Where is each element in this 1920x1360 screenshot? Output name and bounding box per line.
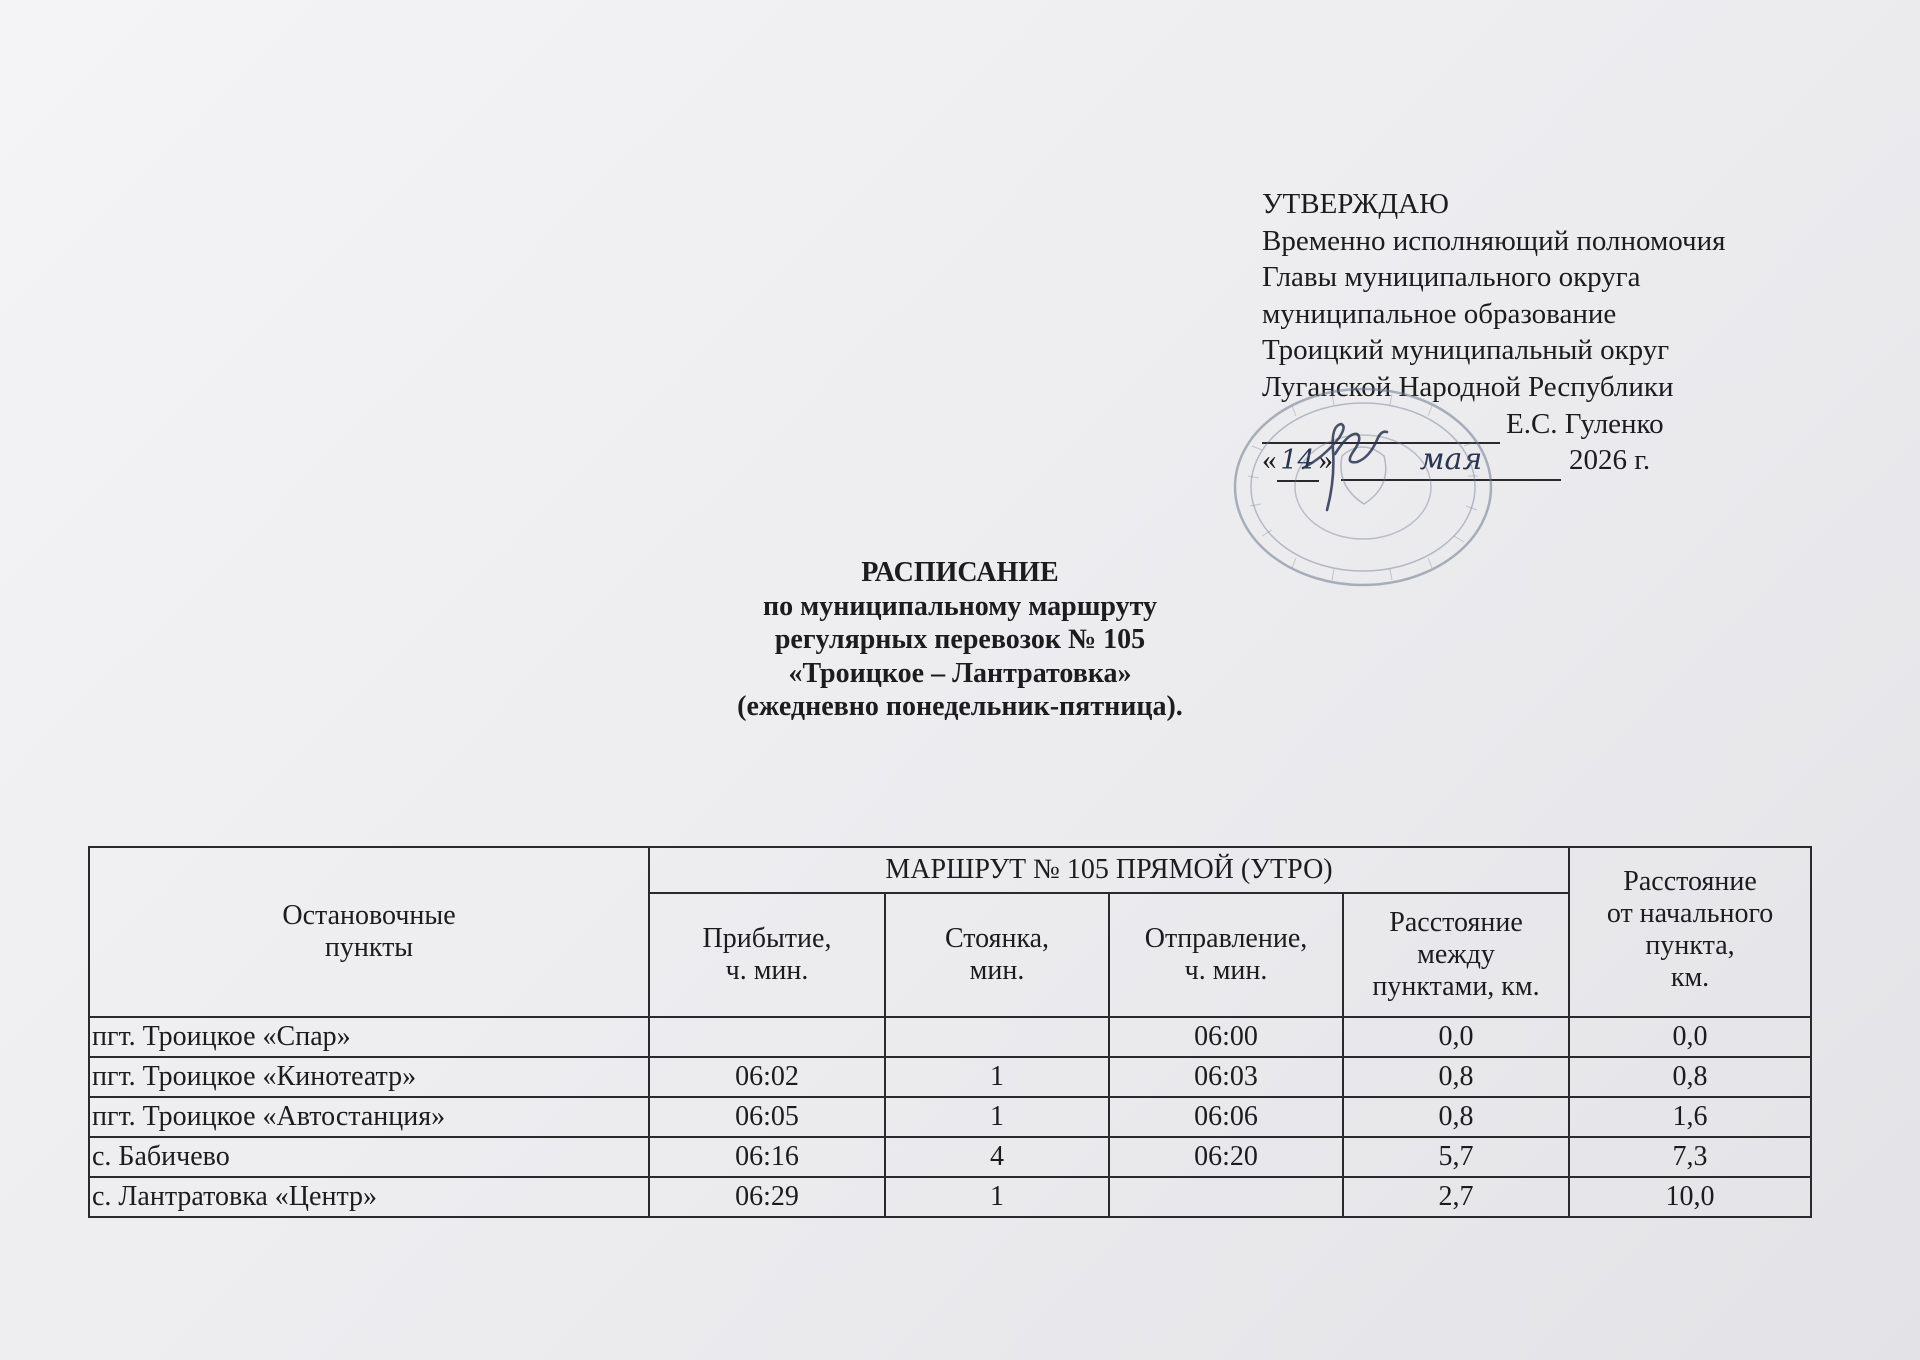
departure-time: [1109, 1177, 1343, 1217]
distance-total: 0,0: [1569, 1017, 1811, 1057]
header-text: ч. мин.: [1184, 955, 1268, 986]
stop-name: пгт. Троицкое «Кинотеатр»: [89, 1057, 649, 1097]
table-row: [89, 1097, 1811, 1137]
table-row: [89, 1137, 1811, 1177]
stay-minutes: 1: [885, 1177, 1109, 1217]
schedule-table: [88, 846, 1812, 1218]
header-text: пунктами, км.: [1372, 971, 1540, 1002]
header-text: Расстояние: [1623, 866, 1757, 897]
column-header-departure: [1109, 893, 1343, 1017]
header-text: Отправление,: [1144, 923, 1308, 954]
distance-total: 0,8: [1569, 1057, 1811, 1097]
date-close-quote: »: [1318, 444, 1333, 477]
distance-between: 2,7: [1343, 1177, 1569, 1217]
arrival-time: 06:02: [649, 1057, 885, 1097]
approval-block: [1262, 186, 1726, 479]
distance-between: 0,8: [1343, 1097, 1569, 1137]
column-header-stops: [89, 847, 649, 1017]
approval-line: Троицкий муниципальный округ: [1262, 334, 1670, 367]
header-text: ч. мин.: [725, 955, 809, 986]
stay-minutes: 4: [885, 1137, 1109, 1177]
approval-line: муниципальное образование: [1262, 297, 1617, 330]
header-text: Стоянка,: [944, 923, 1050, 954]
header-text: от начального: [1606, 898, 1774, 929]
signature-line: [1262, 406, 1726, 443]
header-text: Расстояние: [1389, 907, 1523, 938]
distance-total: 10,0: [1569, 1177, 1811, 1217]
table-header-row: [89, 847, 1811, 893]
departure-time: 06:03: [1109, 1057, 1343, 1097]
header-text: Остановочные: [282, 900, 456, 931]
header-text: км.: [1670, 962, 1710, 993]
column-header-stay: [885, 893, 1109, 1017]
stay-minutes: 1: [885, 1097, 1109, 1137]
column-header-distance-between: [1343, 893, 1569, 1017]
stop-name: с. Лантратовка «Центр»: [89, 1177, 649, 1217]
distance-total: 7,3: [1569, 1137, 1811, 1177]
approval-line: Временно исполняющий полномочия: [1262, 224, 1726, 257]
header-text: пункта,: [1645, 930, 1735, 961]
distance-between: 0,0: [1343, 1017, 1569, 1057]
arrival-time: [649, 1017, 885, 1057]
approval-date: [1262, 442, 1726, 479]
title-line: по муниципальному маршруту: [763, 590, 1157, 622]
departure-time: 06:06: [1109, 1097, 1343, 1137]
title-line: РАСПИСАНИЕ: [861, 557, 1059, 588]
arrival-time: 06:29: [649, 1177, 885, 1217]
title-line: «Троицкое – Лантратовка»: [788, 657, 1132, 689]
header-text: пункты: [324, 932, 414, 963]
schedule-title: [560, 556, 1360, 724]
date-year: 2026 г.: [1569, 444, 1651, 477]
signer-name: Е.С. Гуленко: [1506, 407, 1664, 440]
arrival-time: 06:16: [649, 1137, 885, 1177]
column-header-arrival: [649, 893, 885, 1017]
distance-between: 0,8: [1343, 1057, 1569, 1097]
stay-minutes: [885, 1017, 1109, 1057]
route-header: МАРШРУТ № 105 ПРЯМОЙ (УТРО): [649, 847, 1569, 893]
stay-minutes: 1: [885, 1057, 1109, 1097]
stop-name: пгт. Троицкое «Спар»: [89, 1017, 649, 1057]
title-line: (ежедневно понедельник-пятница).: [737, 691, 1183, 723]
date-month: мая: [1341, 442, 1561, 481]
distance-total: 1,6: [1569, 1097, 1811, 1137]
stop-name: с. Бабичево: [89, 1137, 649, 1177]
table-row: [89, 1177, 1811, 1217]
header-text: между: [1417, 939, 1495, 970]
table-row: [89, 1057, 1811, 1097]
departure-time: 06:00: [1109, 1017, 1343, 1057]
distance-between: 5,7: [1343, 1137, 1569, 1177]
date-day: 14: [1277, 443, 1319, 482]
stop-name: пгт. Троицкое «Автостанция»: [89, 1097, 649, 1137]
header-text: мин.: [969, 955, 1025, 986]
arrival-time: 06:05: [649, 1097, 885, 1137]
approval-line: Луганской Народной Республики: [1262, 370, 1674, 403]
header-text: Прибытие,: [702, 923, 832, 954]
table-row: [89, 1017, 1811, 1057]
approval-heading: УТВЕРЖДАЮ: [1262, 188, 1449, 220]
column-header-total-distance: [1569, 847, 1811, 1017]
departure-time: 06:20: [1109, 1137, 1343, 1177]
title-line: регулярных перевозок № 105: [774, 624, 1146, 656]
signature-blank: [1262, 406, 1500, 445]
approval-line: Главы муниципального округа: [1262, 261, 1641, 294]
date-open-quote: «: [1262, 444, 1277, 477]
